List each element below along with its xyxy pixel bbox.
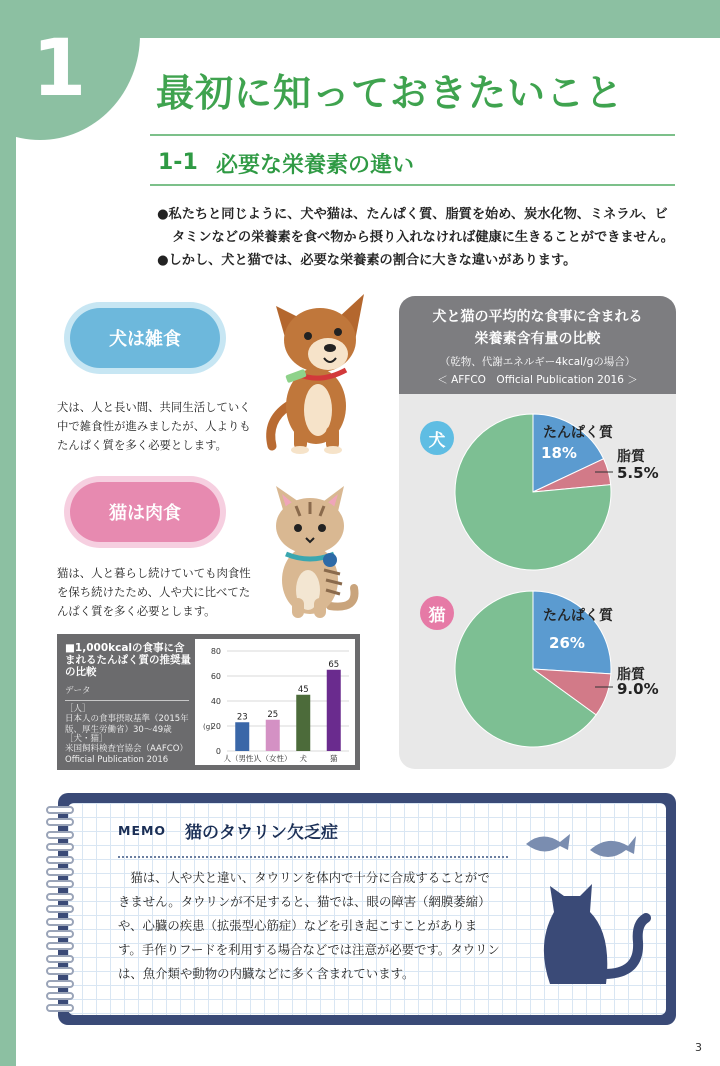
section-divider xyxy=(150,184,675,186)
title-divider xyxy=(150,134,675,136)
binder-ring xyxy=(46,905,74,913)
memo-label: MEMO xyxy=(118,823,167,838)
binder-ring xyxy=(46,930,74,938)
bar-value-label: 23 xyxy=(236,712,248,723)
source-human: 日本人の食事摂取基準（2015年版、厚生労働省）30〜49歳 xyxy=(65,714,189,735)
bar xyxy=(327,670,341,751)
bar-category-label: 犬 xyxy=(299,754,307,763)
cat-tag: 猫 xyxy=(420,596,454,630)
cat-carnivore-bubble: 猫は肉食 xyxy=(70,482,220,542)
protein-percent-label: 26% xyxy=(549,634,585,652)
binder-ring xyxy=(46,942,74,950)
dog-fat-label: 脂質 xyxy=(617,449,645,465)
binder-ring xyxy=(46,967,74,975)
binder-ring xyxy=(46,918,74,926)
bar-chart-panel xyxy=(195,639,355,765)
databox-title: ■1,000kcalの食事に含まれるたんぱく質の推奨量の比較 xyxy=(65,642,191,678)
chapter-number: 1 xyxy=(32,24,87,114)
nutrient-pie-charts xyxy=(399,296,676,769)
bar xyxy=(235,722,249,751)
binder-ring xyxy=(46,868,74,876)
left-margin-band xyxy=(0,0,16,1066)
dog-protein-label: たんぱく質 xyxy=(543,425,613,441)
cat-illustration xyxy=(262,478,362,620)
source-pet: 米国飼料検査官協会（AAFCO）Official Publication 2016 xyxy=(65,744,188,765)
bar-value-label: 45 xyxy=(297,684,309,695)
y-tick-label: 80 xyxy=(210,647,221,656)
nutrient-pie-panel xyxy=(399,296,676,769)
pie-title-line2: 栄養素含有量の比較 xyxy=(474,331,601,347)
pie-source: ＜ AFFCO Official Publication 2016 ＞ xyxy=(437,374,638,386)
bar-value-label: 65 xyxy=(328,659,340,670)
cat-description: 猫は、人と暮らし続けていても肉食性を保ち続けたため、人や犬に比べてたんぱく質を多く必要とします。 xyxy=(57,566,251,618)
bar xyxy=(296,695,310,751)
pie-title-line1: 犬と猫の平均的な食事に含まれる xyxy=(432,309,643,325)
bar-category-label: 猫 xyxy=(330,754,338,763)
cat-silhouette-icon xyxy=(520,824,660,990)
memo-title: 猫のタウリン欠乏症 xyxy=(185,823,338,843)
binder-ring xyxy=(46,843,74,851)
binder-ring xyxy=(46,880,74,888)
bullet-item: ●私たちと同じように、犬や猫は、たんぱく質、脂質を始め、炭水化物、ミネラル、ビタミンなどの栄養素を食べ物から摂り入れなければ健康に生きることができません。 xyxy=(157,207,674,245)
binder-ring xyxy=(46,1004,74,1012)
binder-ring xyxy=(46,980,74,988)
fat-percent-label: 5.5% xyxy=(617,464,659,482)
bar-category-label: 人（男性） xyxy=(223,754,261,763)
databox-divider xyxy=(65,700,189,701)
binder-ring xyxy=(46,955,74,963)
binder-ring xyxy=(46,831,74,839)
dog-illustration xyxy=(258,286,370,454)
fat-percent-label: 9.0% xyxy=(617,680,659,698)
bar xyxy=(266,720,280,751)
bar-value-label: 25 xyxy=(267,709,279,720)
page-number: 3 xyxy=(695,1041,702,1054)
memo-body: 猫は、人や犬と違い、タウリンを体内で十分に合成することができません。タウリンが不足すると、猫では、眼の障害（網膜萎縮）や、心臓の疾患（拡張型心筋症）などを引き起こすことがあります。手作りフードを利用する場合などでは注意が必要です。タウリンは、魚介類や動物の内臓などに多く含まれています。 xyxy=(118,870,500,981)
y-tick-label: 20 xyxy=(210,722,221,731)
source-pet-head: ［犬・猫］ xyxy=(65,734,108,744)
bar-category-label: 人（女性） xyxy=(254,754,292,763)
dog-tag: 犬 xyxy=(420,421,454,455)
section-title: 必要な栄養素の違い xyxy=(216,153,415,178)
y-unit-label: (g) xyxy=(203,723,213,731)
intro-bullets xyxy=(157,203,677,272)
binder-ring xyxy=(46,992,74,1000)
protein-bar-chart xyxy=(195,639,355,765)
data-label: データ xyxy=(65,686,91,696)
binder-ring xyxy=(46,893,74,901)
protein-comparison-box xyxy=(57,634,360,770)
protein-percent-label: 18% xyxy=(541,444,577,462)
pie-subtitle: （乾物、代謝エネルギー4kcal/gの場合） xyxy=(439,356,636,368)
dog-omnivore-bubble: 犬は雑食 xyxy=(70,308,220,368)
chapter-title: 最初に知っておきたいこと xyxy=(156,71,625,115)
y-tick-label: 40 xyxy=(210,697,221,706)
cat-protein-label: たんぱく質 xyxy=(543,608,613,624)
binder-ring xyxy=(46,856,74,864)
y-tick-label: 60 xyxy=(210,672,221,681)
bullet-item: ●しかし、犬と猫では、必要な栄養素の割合に大きな違いがあります。 xyxy=(157,253,577,268)
memo-dotted-rule xyxy=(118,856,508,858)
source-human-head: ［人］ xyxy=(65,704,91,714)
binder-ring xyxy=(46,818,74,826)
section-number: 1-1 xyxy=(158,150,198,175)
dog-description: 犬は、人と長い間、共同生活していく中で雑食性が進みましたが、人よりもたんぱく質を多く必要とします。 xyxy=(57,400,251,452)
pie-slice-protein xyxy=(533,591,611,674)
y-tick-label: 0 xyxy=(215,747,221,756)
cat-fat-label: 脂質 xyxy=(617,667,645,683)
binder-ring xyxy=(46,806,74,814)
